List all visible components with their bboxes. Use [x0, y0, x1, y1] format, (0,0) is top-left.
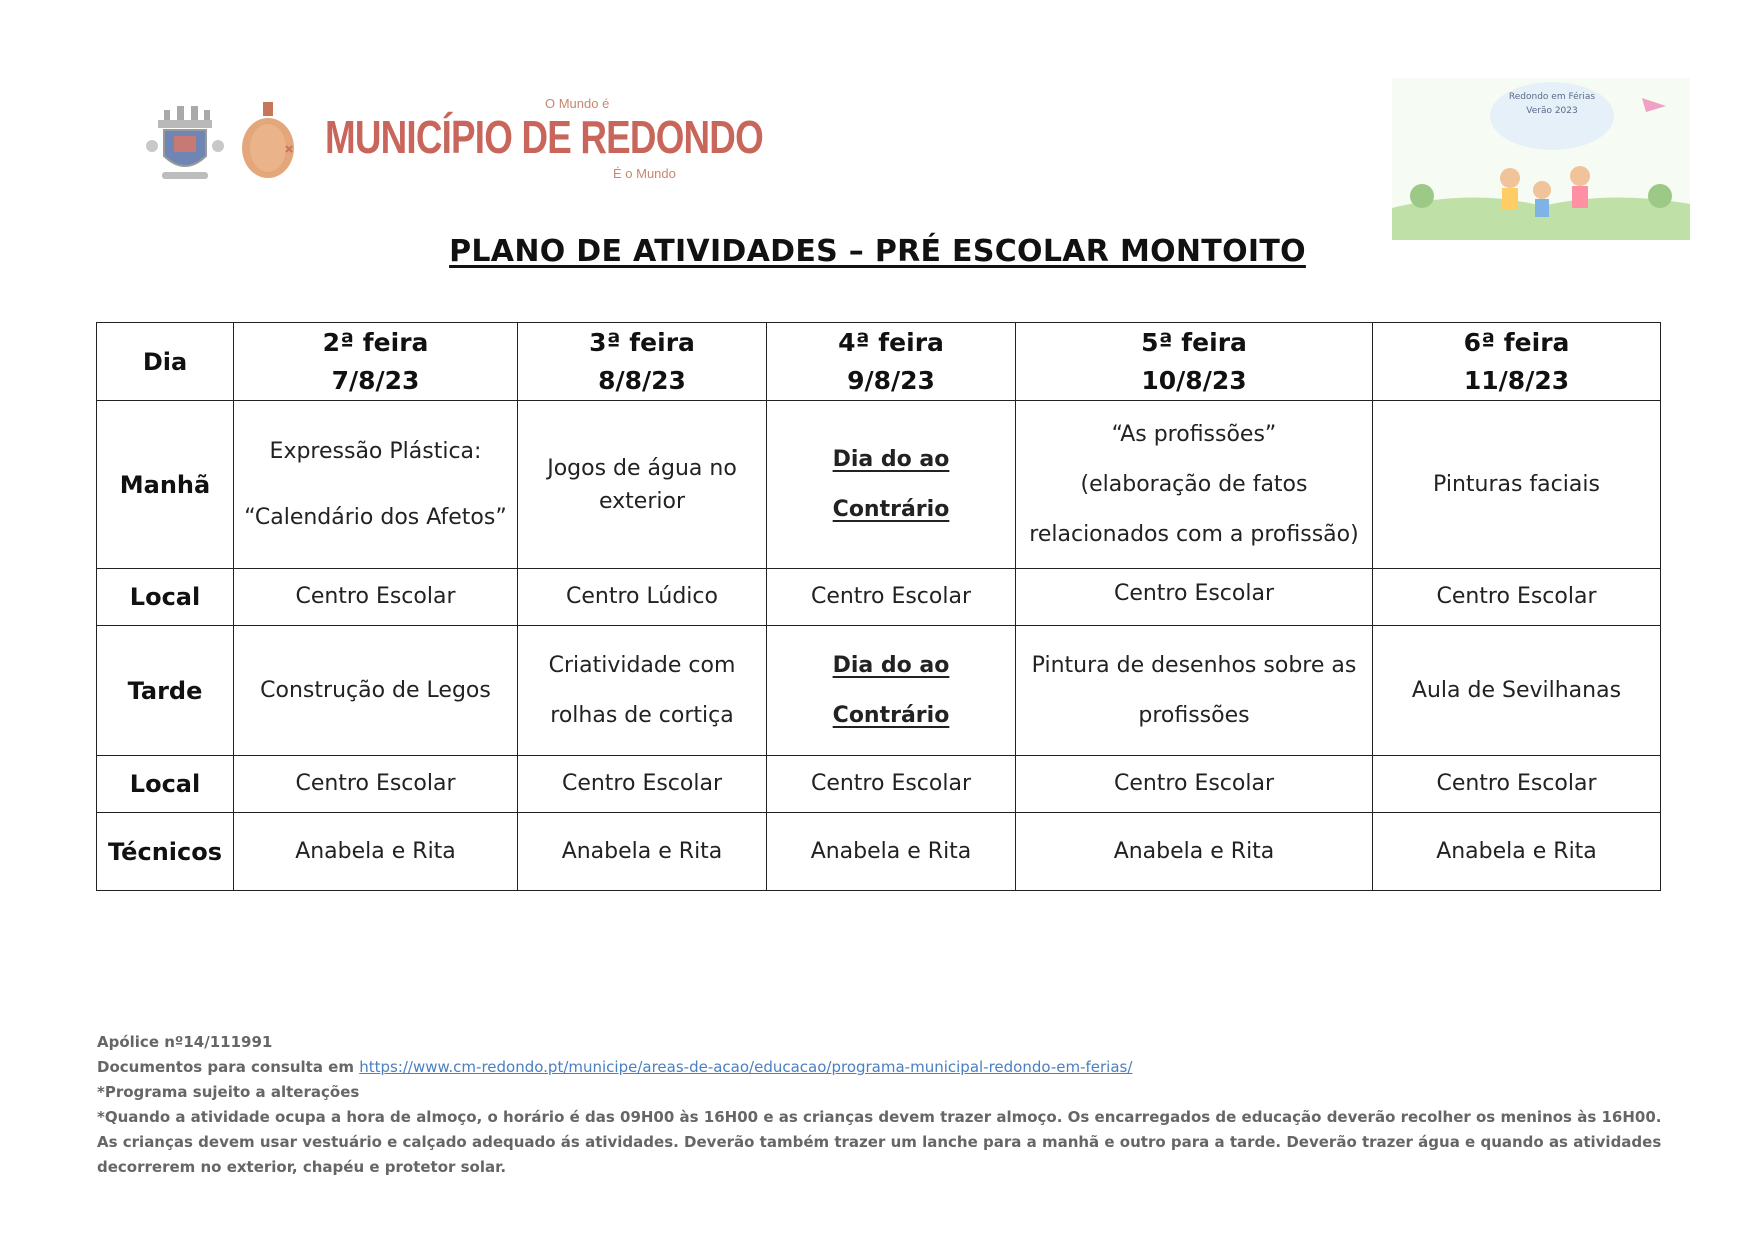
day-header-5: [1373, 323, 1661, 401]
weekday: 6ª feira: [1463, 327, 1570, 357]
row-label-local-1: Local: [97, 569, 234, 626]
local1-cell-4: Centro Escolar: [1016, 569, 1373, 626]
summer-holiday-logo: [1392, 78, 1690, 240]
tarde-cell-3-text: Dia do ao Contrário: [832, 652, 950, 728]
manha-cell-1-line1: Expressão Plástica:: [269, 439, 482, 464]
note-lunch-schedule: *Quando a atividade ocupa a hora de almoço, o horário é das 09H00 às 16H00 e as crianças devem trazer almoço. Os encarregados de educação deverão recolher os meninos às 16H00. As crianças devem usar vestuário e calçado adequado ás atividades. Deverão também trazer um lanche para a manhã e outro para a tarde. Deverão trazer água e quando as atividades decorrerem no exterior, chapéu e protetor solar.: [97, 1108, 1662, 1176]
table-row-tarde: [97, 626, 1661, 756]
documents-link[interactable]: https://www.cm-redondo.pt/municipe/areas-de-acao/educacao/programa-municipal-redondo-em-ferias/: [359, 1058, 1133, 1076]
tecnicos-cell-3: Anabela e Rita: [767, 813, 1016, 891]
manha-cell-3-text: Dia do ao Contrário: [832, 446, 950, 522]
date: 11/8/23: [1463, 365, 1570, 395]
manha-cell-4-line2: (elaboração de fatos relacionados com a profissão): [1029, 471, 1359, 547]
local2-cell-2: Centro Escolar: [518, 756, 767, 813]
weekday: 5ª feira: [1141, 327, 1247, 357]
weekday: 3ª feira: [589, 327, 695, 357]
municipality-brand: [325, 96, 763, 186]
local2-cell-3: Centro Escolar: [767, 756, 1016, 813]
date: 9/8/23: [847, 365, 935, 395]
tarde-cell-3: [767, 626, 1016, 756]
local1-cell-3: Centro Escolar: [767, 569, 1016, 626]
date: 7/8/23: [331, 365, 420, 395]
manha-cell-4: [1016, 401, 1373, 569]
local2-cell-1: Centro Escolar: [234, 756, 518, 813]
date: 8/8/23: [598, 365, 686, 395]
weekday: 4ª feira: [838, 327, 944, 357]
local1-cell-5: Centro Escolar: [1373, 569, 1661, 626]
brand-name: MUNICÍPIO DE REDONDO: [325, 111, 763, 163]
row-label-tecnicos: Técnicos: [97, 813, 234, 891]
summer-logo-text: Redondo em Férias Verão 2023: [1508, 92, 1596, 116]
brand-tagline-bottom: É o Mundo: [613, 166, 676, 181]
manha-cell-5: Pinturas faciais: [1373, 401, 1661, 569]
manha-cell-3: [767, 401, 1016, 569]
manha-cell-4-line1: “As profissões”: [1111, 421, 1277, 447]
footer-notes: [97, 1030, 1667, 1180]
row-label-tarde: Tarde: [97, 626, 234, 756]
tecnicos-cell-1: Anabela e Rita: [234, 813, 518, 891]
manha-cell-2: Jogos de água no exterior: [518, 401, 767, 569]
date: 10/8/23: [1141, 365, 1247, 395]
manha-cell-1-line2: “Calendário dos Afetos”: [244, 505, 507, 530]
day-header-4: [1016, 323, 1373, 401]
policy-number: Apólice nº14/111991: [97, 1033, 273, 1051]
row-label-local-2: Local: [97, 756, 234, 813]
tecnicos-cell-4: Anabela e Rita: [1016, 813, 1373, 891]
day-header-2: [518, 323, 767, 401]
table-row-local-1: [97, 569, 1661, 626]
local1-cell-1: Centro Escolar: [234, 569, 518, 626]
coat-of-arms-logo: [144, 98, 226, 182]
table-row-manha: [97, 401, 1661, 569]
manha-cell-1: [234, 401, 518, 569]
weekday: 2ª feira: [322, 327, 429, 357]
page-title: PLANO DE ATIVIDADES – PRÉ ESCOLAR MONTOITO: [449, 234, 1306, 269]
clay-jug-logo: [238, 98, 300, 180]
documents-line: [97, 1055, 1667, 1080]
note-program-changes: *Programa sujeito a alterações: [97, 1083, 360, 1101]
brand-tagline-top: O Mundo é: [545, 96, 610, 111]
table-row-local-2: [97, 756, 1661, 813]
documents-prefix: Documentos para consulta em: [97, 1058, 354, 1076]
day-header-3: [767, 323, 1016, 401]
table-header-row: [97, 323, 1661, 401]
tecnicos-cell-2: Anabela e Rita: [518, 813, 767, 891]
tarde-cell-1: Construção de Legos: [234, 626, 518, 756]
local1-cell-2: Centro Lúdico: [518, 569, 767, 626]
tecnicos-cell-5: Anabela e Rita: [1373, 813, 1661, 891]
day-header-1: [234, 323, 518, 401]
corner-header: Dia: [97, 323, 234, 401]
tarde-cell-5: Aula de Sevilhanas: [1373, 626, 1661, 756]
table-row-tecnicos: [97, 813, 1661, 891]
activity-schedule-table: [96, 322, 1661, 891]
row-label-manha: Manhã: [97, 401, 234, 569]
tarde-cell-4: Pintura de desenhos sobre as profissões: [1016, 626, 1373, 756]
tarde-cell-2: Criatividade com rolhas de cortiça: [518, 626, 767, 756]
local2-cell-5: Centro Escolar: [1373, 756, 1661, 813]
local2-cell-4: Centro Escolar: [1016, 756, 1373, 813]
